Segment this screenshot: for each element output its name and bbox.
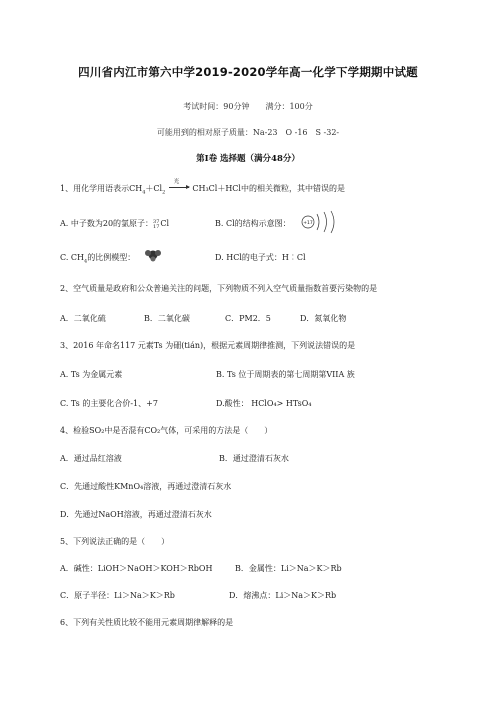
svg-text:+17: +17: [303, 221, 313, 226]
question-4-option-c: C．先通过酸性KMnO₄溶液，再通过澄清石灰水: [60, 482, 232, 491]
exam-info: 考试时间：90分钟 满分：100分: [183, 102, 313, 111]
question-5-option-d: D．熔沸点：Li＞Na＞K＞Rb: [229, 591, 337, 600]
light-arrow-icon: 光: [168, 182, 190, 192]
question-3-option-b: B. Ts 位于周期表的第七周期第VIIA 族: [216, 370, 355, 379]
isotope-notation: 37 17: [153, 219, 160, 230]
question-5-option-b: B．金属性：Li＞Na＞K＞Rb: [235, 564, 342, 573]
question-1-option-d: D. HCl的电子式：H︰Cl: [215, 253, 306, 262]
question-3-option-a: A. Ts 为金属元素: [60, 370, 123, 379]
question-4-option-a: A．通过品红溶液: [60, 454, 122, 463]
question-4-stem: 4、检验SO₂中是否混有CO₂气体，可采用的方法是（ ）: [60, 426, 273, 435]
methane-space-filling-model-icon: [144, 248, 162, 262]
question-2-option-c: C．PM2．5: [225, 314, 271, 323]
question-6-stem: 6、下列有关性质比较不能用元素周期律解释的是: [60, 618, 234, 627]
question-3-option-c: C. Ts 的主要化合价-1、+7: [60, 399, 158, 408]
question-5-option-c: C．原子半径：Li＞Na＞K＞Rb: [60, 591, 175, 600]
chlorine-atom-structure-icon: [299, 209, 341, 235]
question-3-option-d: D.酸性： HClO₄> HTsO₄: [216, 399, 312, 408]
question-1-stem: 1、用化学用语表示$CH_4+Cl_2$ 光 CH₃Cl＋HCl中的相关微粒，其中错误的是: [60, 179, 345, 196]
question-4-option-b: B．通过澄清石灰水: [219, 454, 289, 463]
question-2-option-a: A．二氧化硫: [60, 314, 106, 323]
section-title: 第Ⅰ卷 选择题（满分48分）: [196, 154, 300, 164]
question-1-option-a: A. 中子数为20的氯原子：37 17Cl: [60, 219, 170, 230]
atomic-masses: 可能用到的相对原子质量：Na-23 O -16 S -32-: [156, 128, 340, 137]
page-title: 四川省内江市第六中学2019-2020学年高一化学下学期期中试题: [78, 65, 418, 79]
question-5-option-a: A．碱性：LiOH＞NaOH＞KOH＞RbOH: [60, 564, 213, 573]
question-2-option-b: B．二氧化碳: [144, 314, 190, 323]
question-1-option-b: B. Cl的结构示意图：: [215, 219, 291, 228]
question-5-stem: 5、下列说法正确的是（ ）: [60, 537, 170, 546]
question-3-stem: 3、2016 年命名117 元素Ts 为鿬(tián)，根据元素周期律推测，下列说法错误的是: [60, 341, 356, 350]
question-1-option-c: C. $CH_4$的比例模型：: [60, 253, 136, 265]
question-4-option-d: D．先通过NaOH溶液，再通过澄清石灰水: [60, 510, 212, 519]
question-2-stem: 2、空气质量是政府和公众普遍关注的问题，下列物质不列入空气质量指数首要污染物的是: [60, 284, 378, 293]
question-2-option-d: D．氮氧化物: [300, 314, 347, 323]
